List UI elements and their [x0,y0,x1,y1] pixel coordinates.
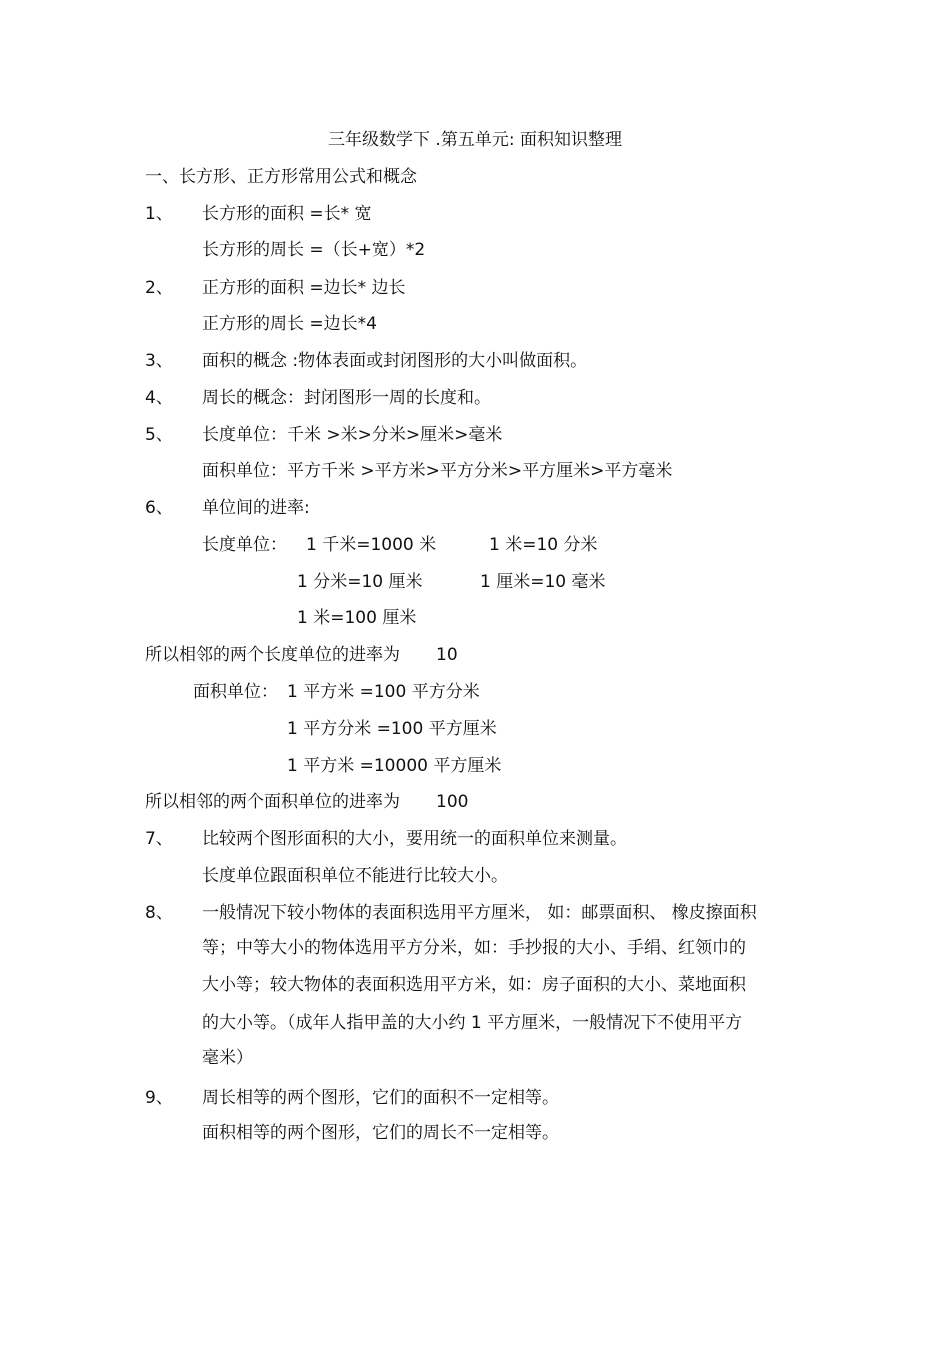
paragraph-line: 大小等；较大物体的表面积选用平方米，如：房子面积的大小、菜地面积 [202,975,746,995]
formula-square-area: 正方形的面积 =边长* 边长 [202,278,406,298]
paragraph-line: 的大小等。（成年人指甲盖的大小约 1 平方厘米，一般情况下不使用平方 [202,1013,743,1033]
perimeter-concept: 周长的概念：封闭图形一周的长度和。 [202,388,491,408]
area-units-label: 面积单位： [193,682,278,702]
paragraph-line: 一般情况下较小物体的表面积选用平方厘米， 如：邮票面积、 橡皮擦面积 [202,903,757,923]
area-rate-value: 100 [436,792,469,812]
item-number: 7、 [145,829,173,849]
length-conversion: 1 千米=1000 米 [306,535,437,555]
item-number: 4、 [145,388,173,408]
item-number: 5、 [145,425,173,445]
item-number: 9、 [145,1088,173,1108]
paragraph-line: 毫米） [202,1048,253,1068]
equal-area-rule: 面积相等的两个图形，它们的周长不一定相等。 [202,1123,559,1143]
unit-rates-heading: 单位间的进率: [202,498,310,518]
item-number: 8、 [145,903,173,923]
length-units-label: 长度单位： [202,535,287,555]
section-heading: 一、长方形、正方形常用公式和概念 [145,167,417,187]
length-conversion: 1 米=10 分米 [489,535,598,555]
length-rate-text: 所以相邻的两个长度单位的进率为 [145,645,400,665]
document-title: 三年级数学下 .第五单元: 面积知识整理 [328,130,622,150]
item-number: 3、 [145,351,173,371]
compare-area-note: 长度单位跟面积单位不能进行比较大小。 [202,866,508,886]
formula-square-perimeter: 正方形的周长 =边长*4 [202,314,377,334]
formula-rect-perimeter: 长方形的周长 =（长+宽）*2 [202,240,426,260]
item-number: 2、 [145,278,173,298]
area-conversion: 1 平方米 =10000 平方厘米 [287,756,502,776]
item-number: 6、 [145,498,173,518]
item-number: 1、 [145,204,173,224]
length-conversion: 1 厘米=10 毫米 [480,572,606,592]
area-units-order: 面积单位：平方千米 >平方米>平方分米>平方厘米>平方毫米 [202,461,673,481]
area-conversion: 1 平方分米 =100 平方厘米 [287,719,497,739]
formula-rect-area: 长方形的面积 =长* 宽 [202,204,372,224]
length-units-order: 长度单位：千米 >米>分米>厘米>毫米 [202,425,503,445]
area-concept: 面积的概念 :物体表面或封闭图形的大小叫做面积。 [202,351,588,371]
compare-area-rule: 比较两个图形面积的大小，要用统一的面积单位来测量。 [202,829,627,849]
length-conversion: 1 米=100 厘米 [297,608,417,628]
paragraph-line: 等；中等大小的物体选用平方分米，如：手抄报的大小、手绢、红领巾的 [202,938,746,958]
equal-perimeter-rule: 周长相等的两个图形，它们的面积不一定相等。 [202,1088,559,1108]
area-rate-text: 所以相邻的两个面积单位的进率为 [145,792,400,812]
length-rate-value: 10 [436,645,458,665]
area-conversion: 1 平方米 =100 平方分米 [287,682,480,702]
length-conversion: 1 分米=10 厘米 [297,572,423,592]
